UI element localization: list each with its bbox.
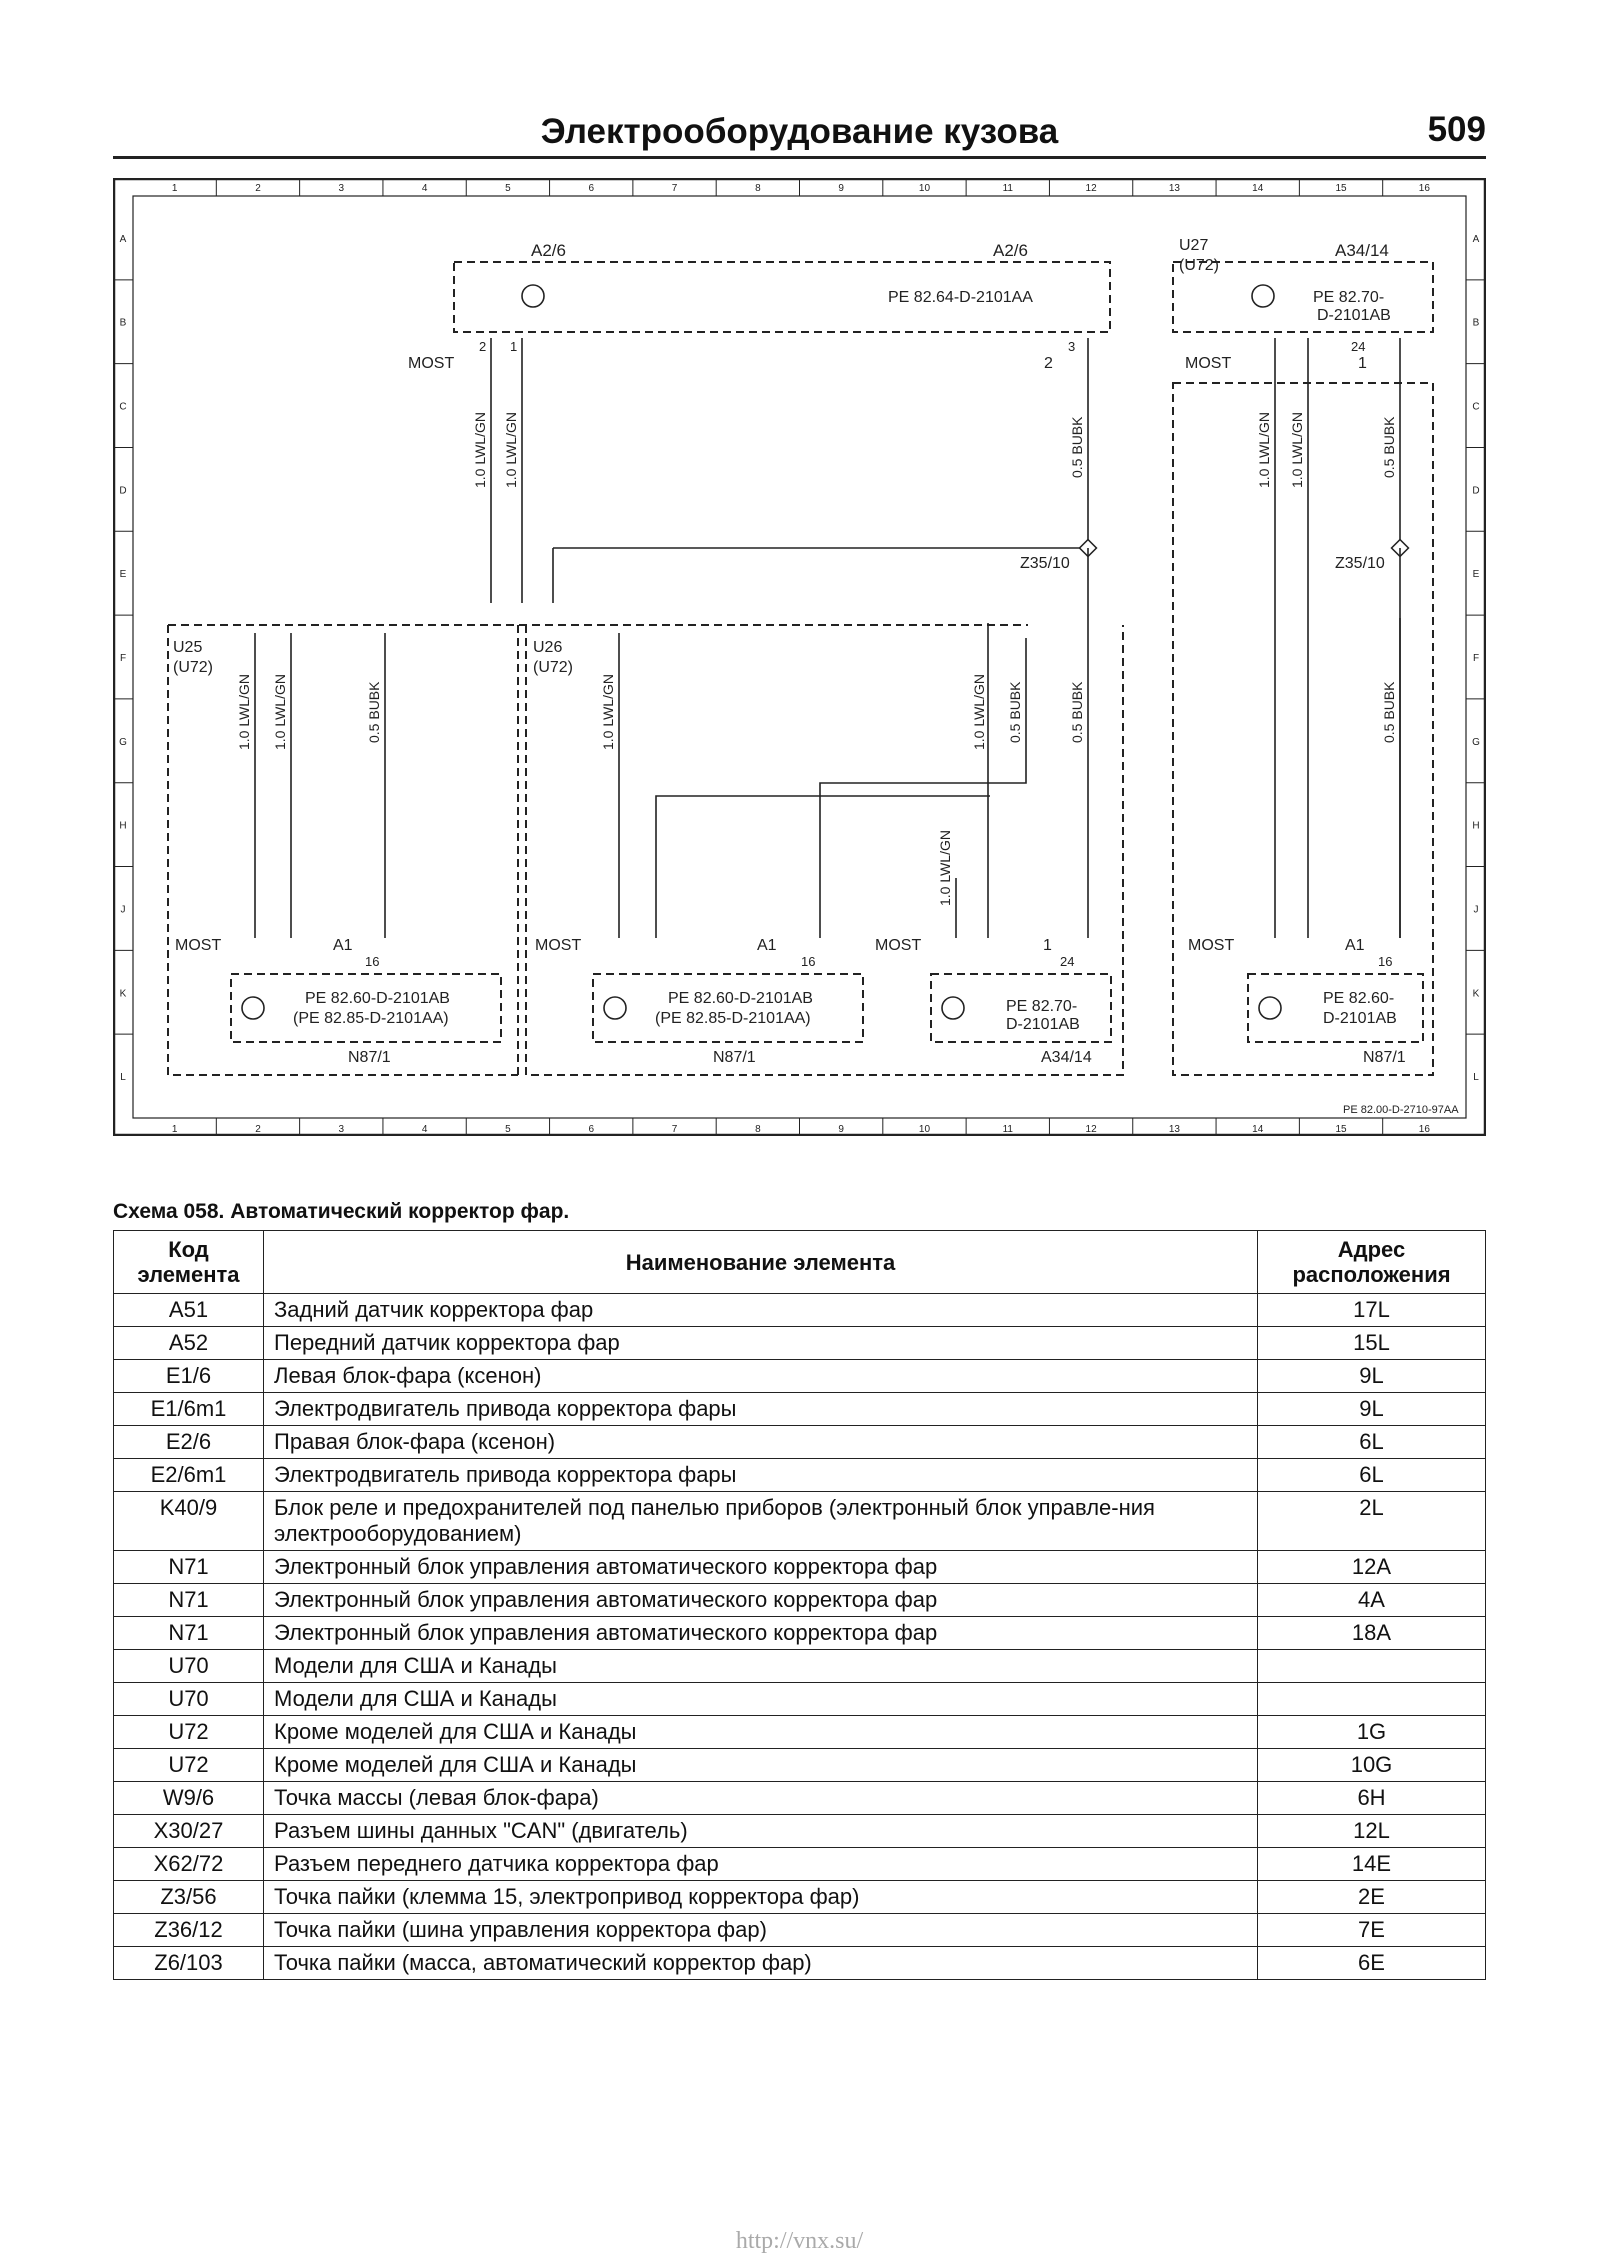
component-u25-n871 <box>175 937 501 1066</box>
grid-col-label: 7 <box>671 183 678 194</box>
cell-address <box>1258 1650 1486 1683</box>
table-row <box>114 1393 1486 1426</box>
transistor-icon <box>604 997 626 1019</box>
grid-col-label: 16 <box>1418 1124 1430 1135</box>
grid-col-label: 8 <box>755 1124 761 1135</box>
component-box <box>593 974 863 1042</box>
table-row <box>114 1327 1486 1360</box>
grid-col-label: 4 <box>421 183 428 194</box>
cell-address: 14E <box>1258 1848 1486 1881</box>
cell-name: Точка массы (левая блок-фара) <box>264 1782 1258 1815</box>
cell-address: 6L <box>1258 1459 1486 1492</box>
component-box <box>231 974 501 1042</box>
grid-row-label: G <box>1472 736 1480 748</box>
grid-col-label: 5 <box>505 1124 511 1135</box>
cell-code: N71 <box>114 1551 264 1584</box>
grid-row-label: J <box>1473 904 1479 916</box>
grid-row-label: K <box>119 988 127 1000</box>
wire-label: 1.0 LWL/GN <box>1256 412 1272 488</box>
wire-label: 0.5 BUBK <box>1381 681 1397 743</box>
cell-address: 6L <box>1258 1426 1486 1459</box>
table-row <box>114 1815 1486 1848</box>
component-a3414 <box>875 937 1111 1066</box>
n871-label: N87/1 <box>713 1049 756 1066</box>
grid-row-label: F <box>119 653 127 664</box>
most-label: MOST <box>1188 937 1235 954</box>
diagram-inner-frame <box>133 196 1466 1118</box>
grid-col-label: 2 <box>255 183 261 194</box>
grid-col-label: 12 <box>1085 183 1097 194</box>
cell-name: Электродвигатель привода корректора фары <box>264 1393 1258 1426</box>
cell-address: 9L <box>1258 1393 1486 1426</box>
cell-name: Задний датчик корректора фар <box>264 1294 1258 1327</box>
cell-name: Разъем переднего датчика корректора фар <box>264 1848 1258 1881</box>
schema-caption: Схема 058. Автоматический корректор фар. <box>113 1200 570 1223</box>
wires-crossover <box>656 548 1400 938</box>
footer-url: http://vnx.su/ <box>735 2228 864 2254</box>
pin-label: 3 <box>1068 339 1076 354</box>
label-a26-left: A2/6 <box>531 241 566 260</box>
grid-col-label: 4 <box>421 1124 428 1135</box>
cell-address <box>1258 1683 1486 1716</box>
cell-code: E2/6 <box>114 1426 264 1459</box>
table-row <box>114 1492 1486 1551</box>
cell-code: Z36/12 <box>114 1914 264 1947</box>
label-a3414: A34/14 <box>1335 241 1389 260</box>
grid-col-label: 12 <box>1085 1124 1097 1135</box>
most-label: MOST <box>535 937 582 954</box>
cell-address: 4A <box>1258 1584 1486 1617</box>
wire-label: 0.5 BUBK <box>1007 681 1023 743</box>
cell-name: Точка пайки (клемма 15, электропривод корректора фар) <box>264 1881 1258 1914</box>
cell-code: A51 <box>114 1294 264 1327</box>
grid-col-label: 13 <box>1168 183 1180 194</box>
cell-name: Кроме моделей для США и Канады <box>264 1716 1258 1749</box>
grid-row-label: E <box>119 569 127 581</box>
cell-code: U70 <box>114 1650 264 1683</box>
grid-row-label: L <box>1473 1072 1479 1084</box>
grid-col-label: 14 <box>1252 1124 1264 1135</box>
wire-label: 1.0 LWL/GN <box>937 830 953 906</box>
cell-code: U72 <box>114 1749 264 1782</box>
page-header <box>113 108 1486 159</box>
grid-row-label: A <box>119 233 127 245</box>
grid-row-label: F <box>1472 653 1480 664</box>
cell-name: Передний датчик корректора фар <box>264 1327 1258 1360</box>
header-address: Адрес расположения <box>1258 1231 1486 1294</box>
label-u27: U27 <box>1179 237 1209 254</box>
diagram-ref-code: PE 82.00-D-2710-97AA <box>1343 1104 1459 1116</box>
pin-label: 24 <box>1060 954 1075 969</box>
transistor-icon <box>522 285 544 307</box>
grid-row-label: L <box>120 1072 126 1084</box>
most-label: MOST <box>408 355 455 372</box>
cell-address: 2L <box>1258 1492 1486 1551</box>
cell-address: 2E <box>1258 1881 1486 1914</box>
cell-name: Электронный блок управления автоматического корректора фар <box>264 1551 1258 1584</box>
cell-name: Точка пайки (шина управления корректора фар) <box>264 1914 1258 1947</box>
cell-code: N71 <box>114 1617 264 1650</box>
cell-address: 12L <box>1258 1815 1486 1848</box>
grid-col-label: 7 <box>671 1124 678 1135</box>
grid-row-label: G <box>119 736 127 748</box>
cell-code: K40/9 <box>114 1492 264 1551</box>
wires-bottom <box>255 548 1400 938</box>
grid-row-label: J <box>120 904 126 916</box>
table-row <box>114 1749 1486 1782</box>
label-u72: (U72) <box>173 659 214 676</box>
grid-col-label: 1 <box>171 183 178 194</box>
pin-label: 1 <box>1358 355 1367 372</box>
grid-col-label: 13 <box>1168 1124 1180 1135</box>
ref-8285: (PE 82.85-D-2101AA) <box>293 1010 449 1027</box>
cell-address: 9L <box>1258 1360 1486 1393</box>
grid-col-label: 6 <box>588 1124 594 1135</box>
component-u27-n871 <box>1188 937 1423 1066</box>
table-row <box>114 1848 1486 1881</box>
grid-row-label: C <box>1472 401 1480 413</box>
ref-8285: (PE 82.85-D-2101AA) <box>655 1010 811 1027</box>
ref-8270-l2: D-2101AB <box>1006 1016 1080 1033</box>
cell-address: 1G <box>1258 1716 1486 1749</box>
grid-col-label: 11 <box>1002 1124 1013 1135</box>
wire-label: 1.0 LWL/GN <box>272 674 288 750</box>
ref-8270-l1: PE 82.70- <box>1313 289 1385 306</box>
grid-row-label: H <box>119 820 127 832</box>
cell-name: Разъем шины данных "CAN" (двигатель) <box>264 1815 1258 1848</box>
cell-name: Модели для США и Канады <box>264 1683 1258 1716</box>
cell-code: E1/6 <box>114 1360 264 1393</box>
grid-row-label: K <box>1472 988 1480 1000</box>
transistor-icon <box>942 997 964 1019</box>
cell-code: E1/6m1 <box>114 1393 264 1426</box>
ref-8260-l2: D-2101AB <box>1323 1010 1397 1027</box>
pin-label: 2 <box>1044 355 1053 372</box>
component-u26-n871 <box>535 937 863 1066</box>
cell-name: Левая блок-фара (ксенон) <box>264 1360 1258 1393</box>
cell-address: 6H <box>1258 1782 1486 1815</box>
a1-label: A1 <box>333 937 353 954</box>
cell-code: A52 <box>114 1327 264 1360</box>
table-header-row <box>114 1231 1486 1294</box>
cell-code: U72 <box>114 1716 264 1749</box>
cell-address: 15L <box>1258 1327 1486 1360</box>
label-u26: U26 <box>533 639 563 656</box>
ref-8264: PE 82.64-D-2101AA <box>888 289 1033 306</box>
cell-name: Блок реле и предохранителей под панелью приборов (электронный блок управле-ния электрооборудованием) <box>264 1492 1258 1551</box>
table-row <box>114 1881 1486 1914</box>
grid-col-label: 15 <box>1335 183 1347 194</box>
table-row <box>114 1683 1486 1716</box>
pin-label: 16 <box>1378 954 1393 969</box>
cell-name: Модели для США и Канады <box>264 1650 1258 1683</box>
cell-code: Z6/103 <box>114 1947 264 1980</box>
wire-label: 1.0 LWL/GN <box>600 674 616 750</box>
grid-col-label: 6 <box>588 183 594 194</box>
table-row <box>114 1782 1486 1815</box>
most-label: MOST <box>1185 355 1232 372</box>
cell-address: 6E <box>1258 1947 1486 1980</box>
page-number: 509 <box>1427 110 1486 149</box>
n871-label: N87/1 <box>348 1049 391 1066</box>
table-row <box>114 1947 1486 1980</box>
grid-row-label: H <box>1472 820 1480 832</box>
label-z3510-left: Z35/10 <box>1020 555 1070 572</box>
transistor-icon <box>1252 285 1274 307</box>
table-row <box>114 1617 1486 1650</box>
table-row <box>114 1650 1486 1683</box>
grid-col-label: 5 <box>505 183 511 194</box>
cell-address: 18A <box>1258 1617 1486 1650</box>
component-box <box>1248 974 1423 1042</box>
grid-col-label: 16 <box>1418 183 1430 194</box>
table-row <box>114 1294 1486 1327</box>
cell-code: U70 <box>114 1683 264 1716</box>
cell-code: X62/72 <box>114 1848 264 1881</box>
grid-col-label: 14 <box>1252 183 1264 194</box>
ref-8260: PE 82.60-D-2101AB <box>668 990 813 1007</box>
wire-label: 0.5 BUBK <box>366 681 382 743</box>
wire-label: 0.5 BUBK <box>1381 416 1397 478</box>
table-row <box>114 1551 1486 1584</box>
grid-col-label: 3 <box>338 183 345 194</box>
label-u72: (U72) <box>1179 257 1220 274</box>
grid-row-label: C <box>119 401 127 413</box>
pin-label: 1 <box>510 339 518 354</box>
grid-col-label: 10 <box>918 183 931 194</box>
cell-name: Электронный блок управления автоматического корректора фар <box>264 1617 1258 1650</box>
table-row <box>114 1914 1486 1947</box>
cell-code: X30/27 <box>114 1815 264 1848</box>
wire-label: 0.5 BUBK <box>1069 416 1085 478</box>
cell-name: Кроме моделей для США и Канады <box>264 1749 1258 1782</box>
grid-col-label: 10 <box>918 1124 931 1135</box>
section-title: Электрооборудование кузова <box>540 112 1059 151</box>
label-u72: (U72) <box>533 659 574 676</box>
element-legend-table <box>113 1230 1486 1980</box>
grid-row-label: B <box>119 317 127 329</box>
grid-row-label: E <box>1472 569 1480 581</box>
grid-row-label: D <box>1472 485 1480 497</box>
table-row <box>114 1584 1486 1617</box>
cell-address: 12A <box>1258 1551 1486 1584</box>
grid-row-label: D <box>119 485 127 497</box>
grid-col-label: 8 <box>755 183 761 194</box>
label-z3510-right: Z35/10 <box>1335 555 1385 572</box>
cell-name: Электродвигатель привода корректора фары <box>264 1459 1258 1492</box>
label-u25: U25 <box>173 639 203 656</box>
header-code: Код элемента <box>114 1231 264 1294</box>
a3414-label: A34/14 <box>1041 1049 1092 1066</box>
grid-col-label: 9 <box>838 1124 844 1135</box>
table-row <box>114 1426 1486 1459</box>
wire-label: 1.0 LWL/GN <box>1289 412 1305 488</box>
grid-col-label: 1 <box>171 1124 178 1135</box>
grid-col-label: 9 <box>838 183 844 194</box>
header-name: Наименование элемента <box>264 1231 1258 1294</box>
ref-8270-l2: D-2101AB <box>1317 307 1391 324</box>
pin-label: 16 <box>365 954 380 969</box>
grid-col-label: 3 <box>338 1124 345 1135</box>
grid-col-label: 15 <box>1335 1124 1347 1135</box>
cell-code: W9/6 <box>114 1782 264 1815</box>
cell-address: 10G <box>1258 1749 1486 1782</box>
pin-label: 24 <box>1351 339 1366 354</box>
most-label: MOST <box>175 937 222 954</box>
table-row <box>114 1459 1486 1492</box>
pin-label: 1 <box>1043 937 1052 954</box>
grid-row-label: B <box>1472 317 1480 329</box>
cell-name: Электронный блок управления автоматического корректора фар <box>264 1584 1258 1617</box>
cell-name: Правая блок-фара (ксенон) <box>264 1426 1258 1459</box>
cell-code: Z3/56 <box>114 1881 264 1914</box>
cell-code: E2/6m1 <box>114 1459 264 1492</box>
table-row <box>114 1716 1486 1749</box>
transistor-icon <box>1259 997 1281 1019</box>
grid-col-label: 11 <box>1002 183 1013 194</box>
label-a26-right: A2/6 <box>993 241 1028 260</box>
wire-label: 1.0 LWL/GN <box>971 674 987 750</box>
cell-address: 17L <box>1258 1294 1486 1327</box>
transistor-icon <box>242 997 264 1019</box>
wire-z3510-bus <box>553 548 1400 603</box>
cell-name: Точка пайки (масса, автоматический корректор фар) <box>264 1947 1258 1980</box>
ref-8260-l1: PE 82.60- <box>1323 990 1395 1007</box>
pin-label: 2 <box>479 339 487 354</box>
wire-label: 0.5 BUBK <box>1069 681 1085 743</box>
grid-row-label: A <box>1472 233 1480 245</box>
wire-label: 1.0 LWL/GN <box>472 412 488 488</box>
wiring-diagram <box>113 178 1486 1136</box>
a1-label: A1 <box>757 937 777 954</box>
ref-8270-l1: PE 82.70- <box>1006 998 1078 1015</box>
pin-label: 16 <box>801 954 816 969</box>
wire-label: 1.0 LWL/GN <box>503 412 519 488</box>
cell-address: 7E <box>1258 1914 1486 1947</box>
ref-8260: PE 82.60-D-2101AB <box>305 990 450 1007</box>
grid-col-label: 2 <box>255 1124 261 1135</box>
table-row <box>114 1360 1486 1393</box>
n871-label: N87/1 <box>1363 1049 1406 1066</box>
wire-label: 1.0 LWL/GN <box>236 674 252 750</box>
cell-code: N71 <box>114 1584 264 1617</box>
most-label: MOST <box>875 937 922 954</box>
a1-label: A1 <box>1345 937 1365 954</box>
